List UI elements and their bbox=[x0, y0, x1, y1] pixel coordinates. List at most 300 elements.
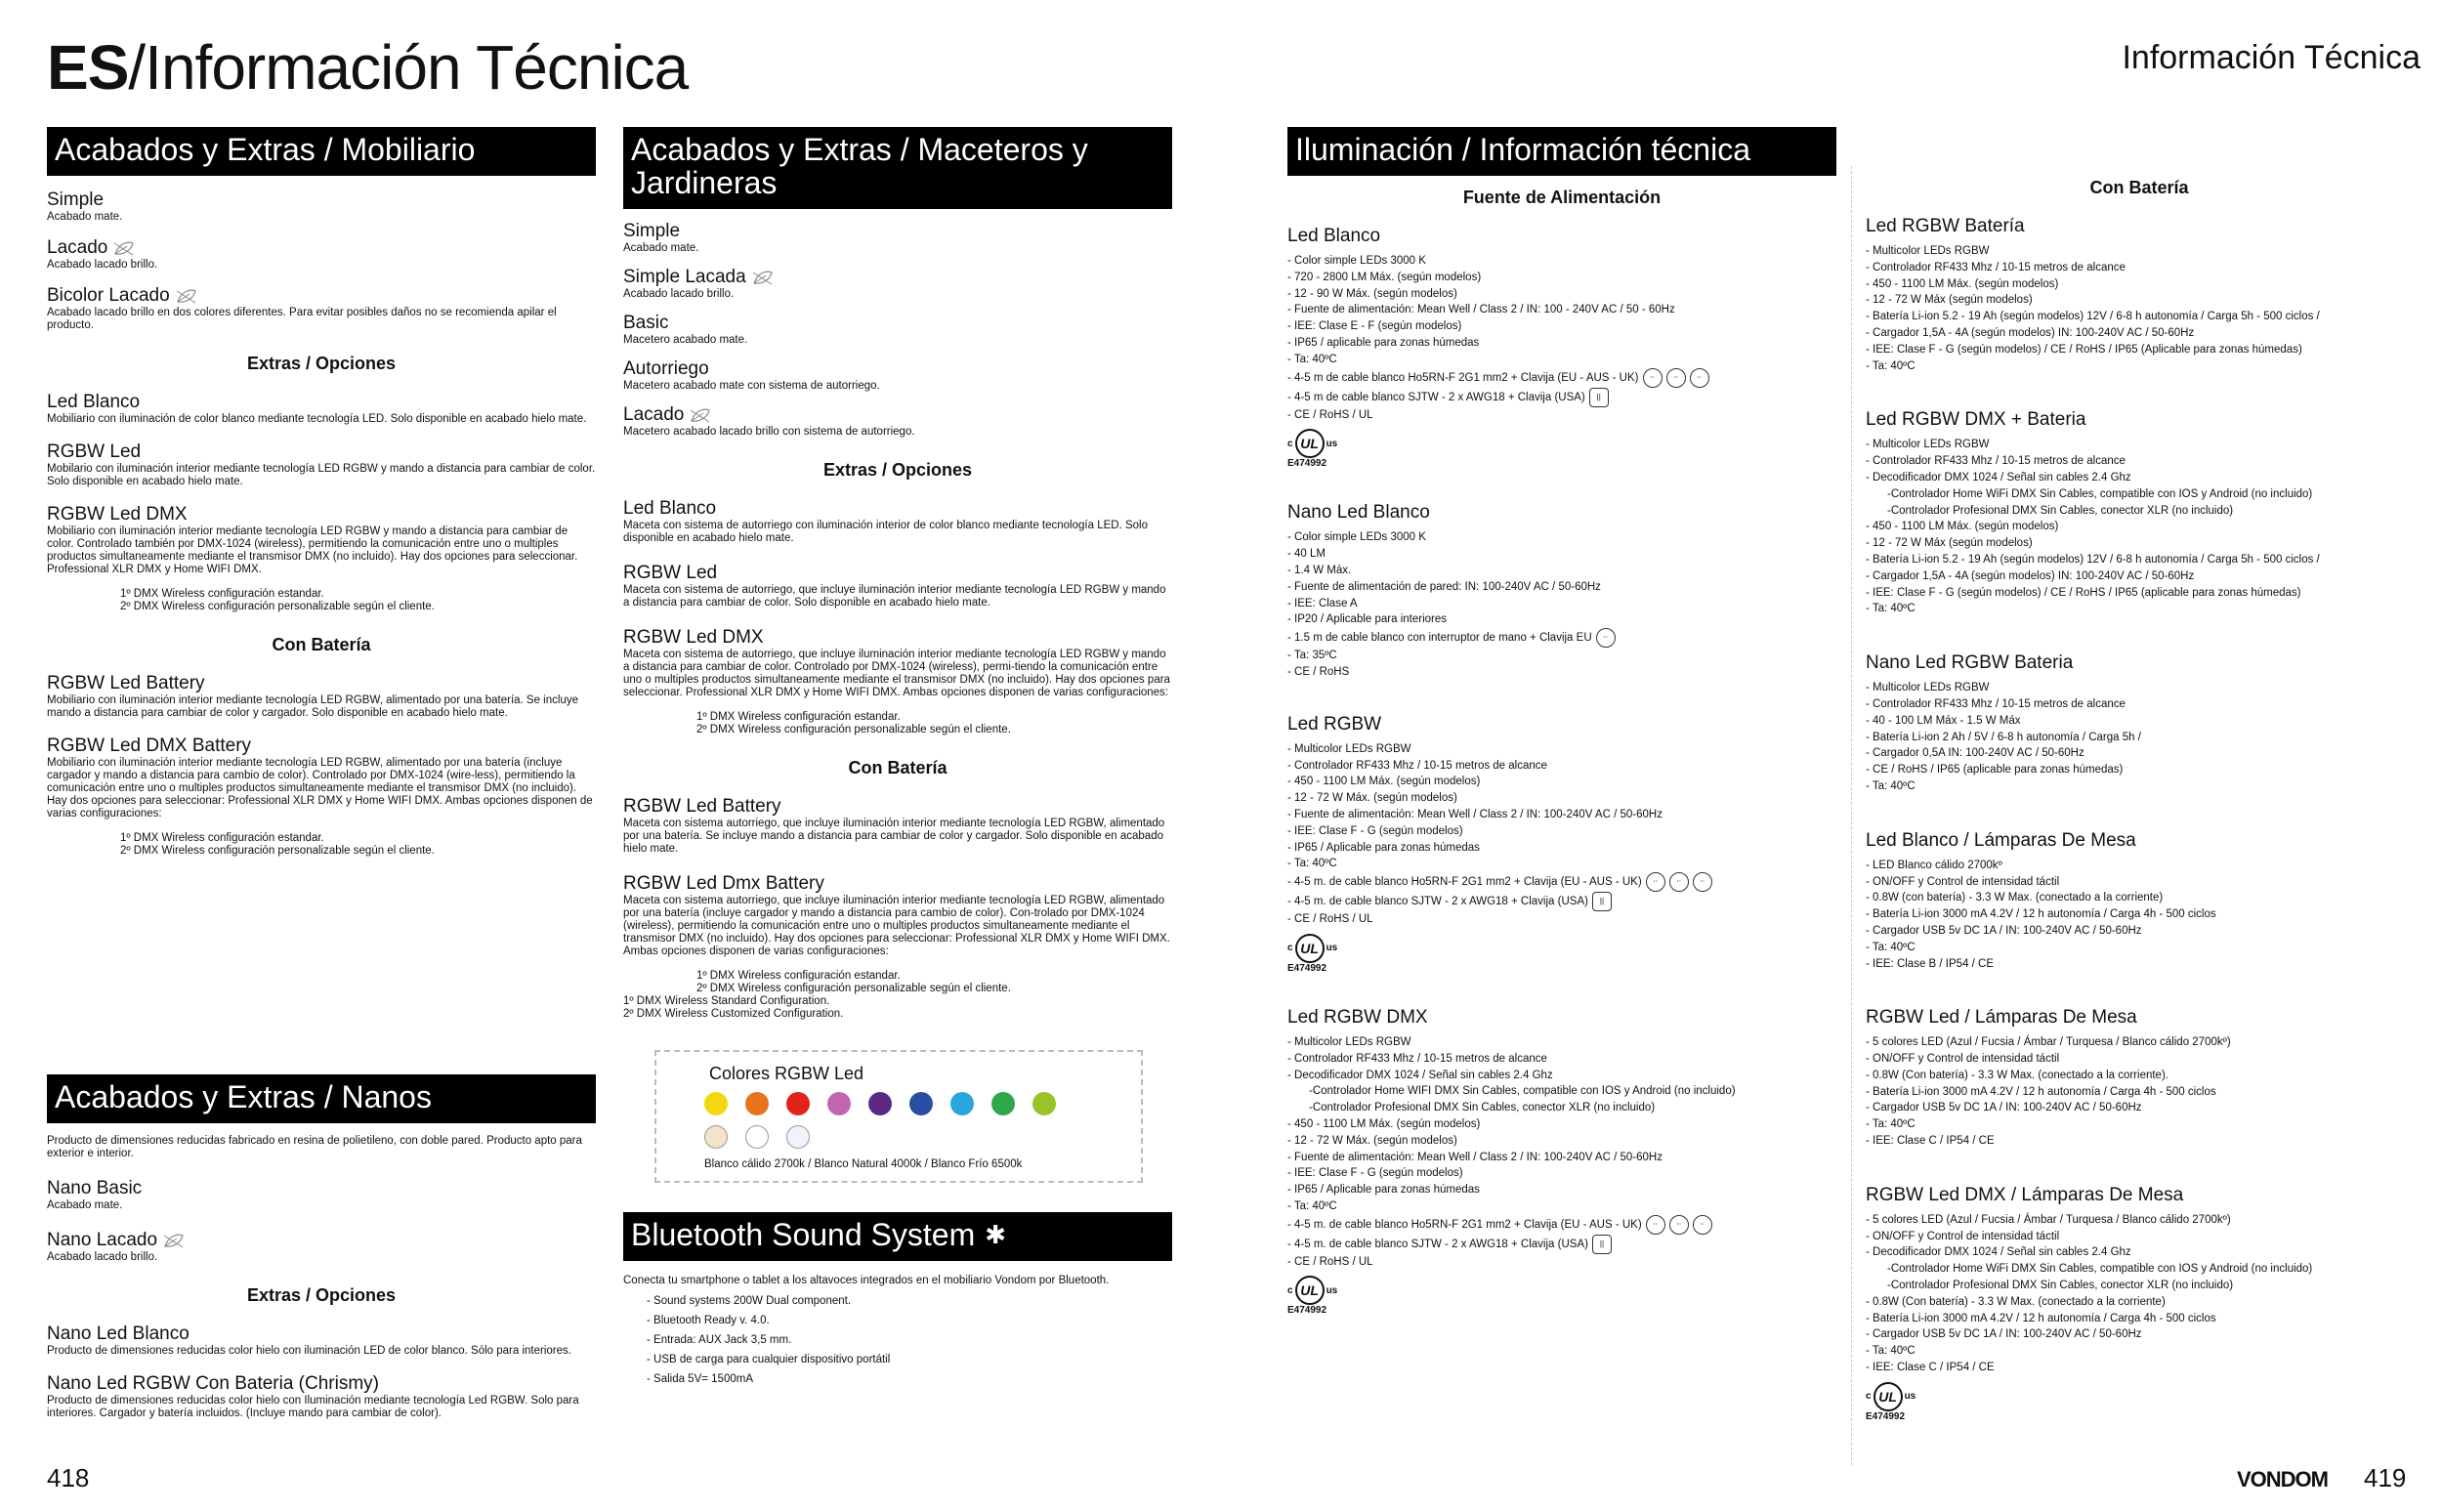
item-description: Mobiliario con iluminación interior mediante tecnología LED RGBW, alimentado por una batería (incluye cargador y mando a distancia para cambio de color). Controlado por DMX-1024 (wire-less), permitiendo la comunicación entre uno o multiples productos simultaneamente mediante el transmisor DMX (no incluido). Hay dos opciones para seleccionar: Professional XLR DMX y Home WIFI DMX. Ambas opciones disponen de varias configuraciones: bbox=[47, 757, 593, 819]
spec-line bbox=[1866, 325, 2413, 342]
item-title bbox=[47, 1178, 596, 1199]
spec-line bbox=[1866, 874, 2413, 891]
item-title bbox=[47, 504, 596, 525]
spec-line bbox=[1287, 1133, 1836, 1150]
spec-text: - 4-5 m. de cable blanco SJTW - 2 x AWG18 + Clavija (USA) bbox=[1287, 1238, 1588, 1250]
spec-text: - 4-5 m. de cable blanco Ho5RN-F 2G1 mm2 + Clavija (EU - AUS - UK) bbox=[1287, 1218, 1642, 1231]
note-line: 2º DMX Wireless configuración personalizable según el cliente. bbox=[696, 983, 1011, 994]
color-swatch bbox=[704, 1092, 728, 1115]
spec-text: - 4-5 m de cable blanco SJTW - 2 x AWG18 + Clavija (USA) bbox=[1287, 391, 1585, 403]
section-header-mobiliario: Acabados y Extras / Mobiliario bbox=[47, 127, 596, 176]
spec-list bbox=[1866, 1034, 2413, 1150]
list-item bbox=[47, 1230, 596, 1264]
list-item bbox=[623, 221, 1172, 255]
spec-list bbox=[1287, 529, 1836, 680]
item-name: Simple Lacada bbox=[623, 267, 746, 287]
spec-line bbox=[1287, 546, 1836, 563]
spec-line bbox=[1287, 648, 1836, 664]
spec-text: - Ta: 40ºC bbox=[1866, 1345, 1916, 1358]
spec-line bbox=[1866, 1116, 2413, 1133]
item-notes bbox=[47, 832, 596, 858]
spec-line bbox=[1866, 1051, 2413, 1068]
bluetooth-spec: - USB de carga para cualquier dispositivo portátil bbox=[647, 1354, 891, 1365]
item-notes bbox=[47, 588, 596, 613]
note-line: 1º DMX Wireless configuración estandar. bbox=[696, 711, 901, 723]
section-header-maceteros: Acabados y Extras / Maceteros y Jardineras bbox=[623, 127, 1172, 209]
spec-block bbox=[1287, 1007, 1836, 1317]
spec-title: Led RGBW Batería bbox=[1866, 216, 2025, 236]
spec-line bbox=[1866, 243, 2413, 260]
page-number-right: 419 bbox=[2364, 1463, 2407, 1492]
item-description: Maceta con sistema autorriego, que incluye iluminación interior mediante tecnología LED RGBW, alimentado por una batería. Se incluye mando a distancia para cambiar de color y cargador. Solo disponible en acabado hielo mate. bbox=[623, 818, 1165, 855]
item-description: Producto de dimensiones reducidas color hielo con iluminación LED de color blanco. Sólo para interiores. bbox=[47, 1345, 571, 1357]
item-name: Led Blanco bbox=[47, 392, 141, 412]
spec-text: - Multicolor LEDs RGBW bbox=[1866, 245, 1990, 257]
spec-text: - Decodificador DMX 1024 / Señal sin cables 2.4 Ghz bbox=[1866, 471, 2131, 483]
item-name: RGBW Led Battery bbox=[623, 796, 781, 817]
spec-list bbox=[1866, 1212, 2413, 1376]
spec-line bbox=[1866, 1100, 2413, 1116]
spec-text: - 450 - 1100 LM Máx. (según modelos) bbox=[1866, 521, 2059, 533]
spec-line bbox=[1287, 872, 1836, 892]
spec-line bbox=[1287, 1051, 1836, 1068]
spec-text: - Fuente de alimentación: Mean Well / Class 2 / IN: 100-240V AC / 50-60Hz bbox=[1287, 808, 1663, 820]
spec-line bbox=[1287, 774, 1836, 790]
item-title bbox=[47, 237, 596, 259]
spec-title: Led RGBW DMX + Bateria bbox=[1866, 409, 2086, 431]
spec-text: - 40 LM bbox=[1287, 548, 1326, 561]
ul-code: E474992 bbox=[1866, 1410, 1906, 1422]
subheading-nanos-extras: Extras / Opciones bbox=[246, 1285, 397, 1305]
spec-text: - 12 - 72 W Máx. (según modelos) bbox=[1287, 1134, 1457, 1147]
list-item bbox=[623, 563, 1172, 609]
item-description: Acabado mate. bbox=[623, 242, 699, 254]
spec-line bbox=[1287, 664, 1836, 681]
white-swatch bbox=[745, 1125, 769, 1149]
spec-text: - 1.5 m de cable blanco con interruptor de mano + Clavija EU bbox=[1287, 632, 1592, 645]
color-swatch bbox=[745, 1092, 769, 1115]
spec-block bbox=[1866, 830, 2413, 973]
item-name: RGBW Led DMX bbox=[623, 627, 764, 648]
spec-text: - Ta: 40ºC bbox=[1866, 779, 1916, 792]
item-title bbox=[623, 563, 1172, 584]
item-name: RGBW Led bbox=[623, 563, 718, 583]
spec-text: - Ta: 40ºC bbox=[1287, 858, 1337, 870]
list-item bbox=[47, 237, 596, 272]
item-title bbox=[47, 441, 596, 463]
list-item bbox=[47, 392, 596, 426]
item-description: Mobiliario con iluminación de color blanco mediante tecnología LED. Solo disponible en acabado hielo mate. bbox=[47, 413, 587, 425]
spec-text: - Multicolor LEDs RGBW bbox=[1866, 439, 1990, 451]
spec-text: -Controlador Profesional DMX Sin Cables, conector XLR (no incluido) bbox=[1309, 1102, 1656, 1114]
spec-line bbox=[1866, 696, 2413, 713]
item-description: Macetero acabado mate. bbox=[623, 334, 748, 346]
spec-text: - Controlador RF433 Mhz / 10-15 metros de alcance bbox=[1287, 759, 1547, 772]
spec-line bbox=[1866, 906, 2413, 923]
item-notes-en bbox=[623, 995, 1172, 1021]
spec-list bbox=[1866, 243, 2413, 374]
spec-list bbox=[1866, 680, 2413, 795]
spec-text: - Multicolor LEDs RGBW bbox=[1866, 682, 1990, 694]
spec-line bbox=[1866, 342, 2413, 358]
list-item bbox=[47, 441, 596, 488]
spec-title: Led Blanco bbox=[1287, 226, 1381, 246]
spec-text: -Controlador Profesional DMX Sin Cables, conector XLR (no incluido) bbox=[1887, 504, 2234, 517]
spec-line bbox=[1866, 762, 2413, 778]
spec-line bbox=[1287, 911, 1836, 928]
spec-line bbox=[1866, 585, 2413, 602]
spec-line bbox=[1287, 318, 1836, 335]
brand-logo: VONDOM bbox=[2237, 1467, 2328, 1491]
spec-text: - 4-5 m de cable blanco Ho5RN-F 2G1 mm2 + Clavija (EU - AUS - UK) bbox=[1287, 371, 1639, 384]
bluetooth-spec: - Entrada: AUX Jack 3,5 mm. bbox=[647, 1334, 792, 1346]
spec-line bbox=[1287, 1235, 1836, 1254]
ul-code: E474992 bbox=[1287, 458, 1327, 470]
spec-text: - 12 - 90 W Máx. (según modelos) bbox=[1287, 287, 1457, 300]
color-swatch bbox=[950, 1092, 974, 1115]
spec-text: - Ta: 40ºC bbox=[1287, 353, 1337, 365]
spec-text: - Decodificador DMX 1024 / Señal sin cables 2.4 Ghz bbox=[1287, 1069, 1553, 1081]
item-description: Macetero acabado mate con sistema de autorriego. bbox=[623, 380, 880, 392]
section-header-bluetooth bbox=[623, 1212, 1172, 1261]
spec-line bbox=[1866, 552, 2413, 568]
spec-line bbox=[1287, 823, 1836, 840]
item-description: Acabado lacado brillo. bbox=[623, 288, 735, 300]
spec-line bbox=[1287, 1068, 1836, 1084]
spec-block bbox=[1866, 1007, 2413, 1150]
spec-line bbox=[1287, 1254, 1836, 1271]
spec-block bbox=[1287, 502, 1836, 680]
item-name: Simple bbox=[623, 221, 681, 241]
plug-uk-icon: ⋅⋅ bbox=[1693, 1215, 1712, 1235]
item-name: Bicolor Lacado bbox=[47, 285, 170, 306]
item-notes bbox=[623, 711, 1172, 736]
item-name: Nano Led RGBW Con Bateria (Chrismy) bbox=[47, 1373, 379, 1394]
list-item bbox=[47, 1323, 596, 1358]
spec-line bbox=[1866, 437, 2413, 453]
spec-line bbox=[1287, 270, 1836, 286]
item-notes bbox=[623, 970, 1172, 995]
item-name: RGBW Led Dmx Battery bbox=[623, 873, 824, 894]
spec-line bbox=[1866, 1084, 2413, 1101]
plug-uk-icon: ⋅⋅ bbox=[1690, 368, 1709, 388]
spec-line bbox=[1287, 1198, 1836, 1215]
note-line: 1º DMX Wireless configuración estandar. bbox=[120, 832, 324, 844]
list-item bbox=[623, 627, 1172, 736]
spec-line bbox=[1866, 1133, 2413, 1150]
spec-text: -Controlador Home WiFi DMX Sin Cables, compatible con IOS y Android (no incluido) bbox=[1887, 1263, 2313, 1276]
spec-text: - Multicolor LEDs RGBW bbox=[1287, 742, 1411, 755]
item-title bbox=[623, 267, 1172, 288]
spec-text: - Cargador USB 5v DC 1A / IN: 100-240V AC / 50-60Hz bbox=[1866, 1328, 2142, 1341]
item-title bbox=[47, 1323, 596, 1345]
color-swatch bbox=[909, 1092, 933, 1115]
spec-block bbox=[1287, 714, 1836, 974]
spec-line bbox=[1287, 628, 1836, 648]
list-item bbox=[623, 404, 1172, 439]
bluetooth-spec: - Sound systems 200W Dual component. bbox=[647, 1295, 852, 1307]
item-description: Mobiliario con iluminación interior mediante tecnología LED RGBW y mando a distancia para cambiar de color. Controlado también por DMX-1024 (wireless), permitiendo la comunicación entre uno o multiples productos simultaneamente mediante el transmisor DMX (no incluido). Hay dos opciones para seleccionar. Professional XLR DMX y Home WIFI DMX. bbox=[47, 525, 578, 575]
spec-line bbox=[1287, 1165, 1836, 1182]
item-description: Producto de dimensiones reducidas color hielo con Iluminación mediante tecnología Led RGBW. Solo para interiores. Cargador y batería incluidos. (Incluye mando para cambiar de color). bbox=[47, 1395, 579, 1419]
subheading-battery: Con Batería bbox=[272, 635, 371, 654]
note-line: 2º DMX Wireless configuración personalizable según el cliente. bbox=[120, 845, 435, 857]
item-description: Acabado lacado brillo. bbox=[47, 259, 158, 271]
spec-line bbox=[1287, 368, 1836, 388]
spec-text: - Ta: 40ºC bbox=[1866, 603, 1916, 615]
spec-text: - Color simple LEDs 3000 K bbox=[1287, 255, 1426, 267]
spec-line bbox=[1866, 1212, 2413, 1229]
list-item bbox=[623, 498, 1172, 545]
spec-text: - Cargador 1,5A - 4A (según modelos) IN: 100-240V AC / 50-60Hz bbox=[1866, 569, 2195, 582]
spec-block bbox=[1866, 216, 2413, 374]
list-item bbox=[623, 267, 1172, 301]
spec-list bbox=[1866, 437, 2413, 617]
spec-line bbox=[1287, 302, 1836, 318]
note-line: 1º DMX Wireless configuración estandar. bbox=[696, 970, 901, 982]
spec-title: Led Blanco / Lámparas De Mesa bbox=[1866, 829, 2136, 851]
bluetooth-icon: ✱ bbox=[985, 1220, 1007, 1249]
spec-block bbox=[1866, 409, 2413, 617]
page-title-right: Información Técnica bbox=[2122, 39, 2421, 76]
spec-line bbox=[1866, 1278, 2413, 1294]
spec-text: - IEE: Clase F - G (según modelos) bbox=[1287, 1167, 1463, 1180]
spec-text: - IEE: Clase F - G (según modelos) bbox=[1287, 824, 1463, 837]
spec-text: - Batería Li-ion 3000 mA 4.2V / 12 h autonomía / Carga 4h - 500 ciclos bbox=[1866, 1312, 2216, 1324]
ul-icon: UL bbox=[1295, 934, 1325, 963]
spec-text: - IP65 / aplicable para zonas húmedas bbox=[1287, 336, 1480, 349]
plug-icons bbox=[1642, 1219, 1712, 1231]
spec-line bbox=[1287, 1116, 1836, 1133]
item-description: Macetero acabado lacado brillo con sistema de autorriego. bbox=[623, 426, 915, 438]
ul-certification-logo: c UL us E474992 bbox=[1866, 1382, 2413, 1422]
spec-text: - Batería Li-ion 2 Ah / 5V / 6-8 h autonomía / Carga 5h / bbox=[1866, 731, 2141, 743]
item-description: Acabado mate. bbox=[47, 211, 123, 223]
eco-leaf-icon bbox=[163, 1233, 185, 1248]
item-title bbox=[623, 498, 1172, 520]
note-line: 1º DMX Wireless configuración estandar. bbox=[120, 588, 324, 600]
ul-code: E474992 bbox=[1287, 962, 1327, 974]
spec-line bbox=[1287, 596, 1836, 612]
plug-eu-icon: ⋅⋅ bbox=[1596, 628, 1616, 648]
spec-block bbox=[1866, 1185, 2413, 1422]
spec-text: - IEE: Clase B / IP54 / CE bbox=[1866, 957, 1995, 970]
plug-icons bbox=[1588, 896, 1612, 907]
plug-eu-icon: ⋅⋅ bbox=[1643, 368, 1663, 388]
item-title bbox=[623, 796, 1172, 818]
spec-line bbox=[1287, 407, 1836, 424]
spec-line bbox=[1866, 519, 2413, 535]
colors-title: Colores RGBW Led bbox=[709, 1064, 864, 1083]
spec-line bbox=[1866, 601, 2413, 617]
spec-line bbox=[1287, 741, 1836, 758]
spec-line bbox=[1287, 1182, 1836, 1198]
white-swatch bbox=[786, 1125, 810, 1149]
spec-text: - IEE: Clase C / IP54 / CE bbox=[1866, 1135, 1995, 1148]
item-title bbox=[47, 392, 596, 413]
spec-line bbox=[1866, 292, 2413, 309]
spec-text: - IP65 / Aplicable para zonas húmedas bbox=[1287, 841, 1480, 854]
spec-line bbox=[1866, 535, 2413, 552]
spec-text: -Controlador Profesional DMX Sin Cables, conector XLR (no incluido) bbox=[1887, 1280, 2234, 1292]
item-title bbox=[623, 358, 1172, 380]
plug-icons bbox=[1639, 372, 1709, 384]
list-item bbox=[623, 873, 1172, 1021]
spec-text: - 12 - 72 W Máx (según modelos) bbox=[1866, 537, 2033, 550]
spec-line bbox=[1866, 1244, 2413, 1261]
spec-line bbox=[1866, 1068, 2413, 1084]
spec-text: - 0.8W (Con batería) - 3.3 W Max. (conectado a la corriente) bbox=[1866, 1295, 2166, 1308]
item-name: Autorriego bbox=[623, 358, 709, 379]
note-line: 1º DMX Wireless Standard Configuration. bbox=[623, 995, 830, 1007]
spec-text: - Controlador RF433 Mhz / 10-15 metros de alcance bbox=[1866, 455, 2126, 468]
item-description: Acabado lacado brillo en dos colores diferentes. Para evitar posibles daños no se recomienda apilar el producto. bbox=[47, 307, 557, 331]
note-line: 2º DMX Wireless Customized Configuration. bbox=[623, 1008, 844, 1020]
white-swatch bbox=[704, 1125, 728, 1149]
plug-eu-icon: ⋅⋅ bbox=[1646, 1215, 1665, 1235]
spec-line bbox=[1287, 1100, 1836, 1116]
spec-line bbox=[1866, 309, 2413, 325]
spec-line bbox=[1866, 470, 2413, 486]
spec-text: - CE / RoHS / UL bbox=[1287, 1255, 1373, 1268]
spec-text: - IEE: Clase F - G (según modelos) / CE / RoHS / IP65 (Aplicable para zonas húmedas) bbox=[1866, 343, 2302, 356]
item-name: RGBW Led bbox=[47, 441, 142, 462]
list-item bbox=[47, 504, 596, 613]
column-mobiliario bbox=[47, 127, 596, 858]
spec-text: - Fuente de alimentación: Mean Well / Class 2 / IN: 100-240V AC / 50-60Hz bbox=[1287, 1151, 1663, 1163]
list-item bbox=[47, 285, 596, 332]
spec-text: - IEE: Clase C / IP54 / CE bbox=[1866, 1362, 1995, 1374]
spec-line bbox=[1866, 1311, 2413, 1327]
item-title bbox=[47, 673, 596, 694]
spec-text: - Controlador RF433 Mhz / 10-15 metros de alcance bbox=[1866, 697, 2126, 710]
spec-line bbox=[1866, 1343, 2413, 1360]
item-description: Acabado mate. bbox=[47, 1199, 123, 1211]
spec-line bbox=[1866, 1261, 2413, 1278]
color-swatch bbox=[827, 1092, 851, 1115]
spec-line bbox=[1287, 892, 1836, 911]
column-divider bbox=[1851, 166, 1852, 1465]
item-title bbox=[623, 873, 1172, 895]
spec-line bbox=[1866, 1326, 2413, 1343]
plug-icons bbox=[1588, 1239, 1612, 1250]
item-title bbox=[623, 404, 1172, 426]
spec-line bbox=[1287, 758, 1836, 775]
plug-eu-icon: ⋅⋅ bbox=[1646, 872, 1665, 892]
eco-leaf-icon bbox=[176, 288, 197, 304]
spec-text: - Batería Li-ion 3000 mA 4.2V / 12 h autonomía / Carga 4h - 500 ciclos bbox=[1866, 908, 2216, 921]
plug-icons bbox=[1642, 876, 1712, 888]
plug-uk-icon: ⋅⋅ bbox=[1693, 872, 1712, 892]
spec-text: - Fuente de alimentación: Mean Well / Class 2 / IN: 100 - 240V AC / 50 - 60Hz bbox=[1287, 304, 1675, 316]
item-name: Lacado bbox=[47, 237, 108, 258]
spec-text: - IEE: Clase A bbox=[1287, 597, 1358, 609]
ul-code: E474992 bbox=[1287, 1305, 1327, 1317]
ul-certification-logo: c UL us E474992 bbox=[1287, 429, 1836, 469]
item-title bbox=[47, 285, 596, 307]
ul-certification-logo: c UL us E474992 bbox=[1287, 1276, 1836, 1316]
spec-line bbox=[1866, 745, 2413, 762]
item-title bbox=[47, 1373, 596, 1395]
spec-line bbox=[1287, 1034, 1836, 1051]
spec-text: - 0.8W (Con batería) - 3.3 W Max. (conectado a la corriente). bbox=[1866, 1069, 2168, 1081]
item-name: Led Blanco bbox=[623, 498, 717, 519]
item-name: Lacado bbox=[623, 404, 685, 425]
spec-list bbox=[1287, 253, 1836, 423]
list-item bbox=[47, 673, 596, 720]
spec-text: - 450 - 1100 LM Máx. (según modelos) bbox=[1287, 1117, 1481, 1130]
item-name: Simple bbox=[47, 189, 105, 210]
spec-text: - Ta: 35ºC bbox=[1287, 650, 1337, 662]
plug-au-icon: ⋅⋅ bbox=[1669, 1215, 1689, 1235]
spec-line bbox=[1287, 1083, 1836, 1100]
spec-text: - Cargador USB 5v DC 1A / IN: 100-240V AC / 50-60Hz bbox=[1866, 924, 2142, 937]
spec-text: - Batería Li-ion 5.2 - 19 Ah (según modelos) 12V / 6-8 h autonomía / Carga 5h - 500 ciclos / bbox=[1866, 553, 2320, 566]
spec-line bbox=[1287, 352, 1836, 368]
spec-line bbox=[1866, 276, 2413, 293]
spec-line bbox=[1866, 940, 2413, 956]
spec-text: - Multicolor LEDs RGBW bbox=[1287, 1035, 1411, 1048]
color-swatch bbox=[868, 1092, 892, 1115]
spec-list bbox=[1287, 1034, 1836, 1271]
spec-line bbox=[1287, 563, 1836, 579]
bluetooth-intro: Conecta tu smartphone o tablet a los altavoces integrados en el mobiliario Vondom por Bluetooth. bbox=[623, 1275, 1110, 1286]
spec-text: - 1.4 W Máx. bbox=[1287, 564, 1352, 576]
spec-text: - Ta: 40ºC bbox=[1866, 941, 1916, 953]
item-name: Basic bbox=[623, 313, 669, 333]
spec-title: Nano Led Blanco bbox=[1287, 502, 1430, 524]
eco-leaf-icon bbox=[690, 407, 711, 423]
spec-line bbox=[1866, 1294, 2413, 1311]
list-item bbox=[623, 313, 1172, 347]
nanos-intro: Producto de dimensiones reducidas fabricado en resina de polietileno, con doble pared. Producto apto para exterior e interior. bbox=[47, 1135, 582, 1159]
page-title: ES/Información Técnica bbox=[47, 32, 689, 103]
item-title bbox=[47, 1230, 596, 1251]
plug-au-icon: ⋅⋅ bbox=[1666, 368, 1686, 388]
spec-text: - CE / RoHS / UL bbox=[1287, 408, 1373, 421]
spec-line bbox=[1866, 453, 2413, 470]
spec-line bbox=[1866, 680, 2413, 696]
spec-text: - LED Blanco cálido 2700kº bbox=[1866, 859, 2002, 871]
spec-title: Led RGBW bbox=[1287, 713, 1382, 735]
plug-icons bbox=[1585, 392, 1609, 403]
spec-line bbox=[1866, 890, 2413, 906]
spec-text: - ON/OFF y Control de intensidad táctil bbox=[1866, 1230, 2060, 1242]
spec-text: - IEE: Clase F - G (según modelos) / CE / RoHS / IP65 (aplicable para zonas húmedas) bbox=[1866, 586, 2301, 599]
ul-certification-logo: c UL us E474992 bbox=[1287, 934, 1836, 974]
section-header-iluminacion: Iluminación / Información técnica bbox=[1287, 127, 1836, 176]
item-title bbox=[47, 735, 596, 757]
spec-text: - IP20 / Aplicable para interiores bbox=[1287, 613, 1448, 626]
spec-text: - 40 - 100 LM Máx - 1.5 W Máx bbox=[1866, 714, 2021, 727]
item-description: Maceta con sistema de autorriego, que incluye iluminación interior mediante tecnología LED RGBW y mando a distancia para cambiar de color. Solo disponible en acabado hielo mate. bbox=[623, 584, 1166, 609]
plug-au-icon: ⋅⋅ bbox=[1669, 872, 1689, 892]
list-item bbox=[47, 1178, 596, 1212]
spec-line bbox=[1866, 956, 2413, 973]
eco-leaf-icon bbox=[752, 270, 774, 285]
list-item bbox=[47, 189, 596, 224]
spec-text: - 720 - 2800 LM Máx. (según modelos) bbox=[1287, 271, 1482, 283]
item-description: Mobilario con iluminación interior mediante tecnología LED RGBW y mando a distancia para cambiar de color. Solo disponible en acabado hielo mate. bbox=[47, 463, 596, 487]
spec-block bbox=[1866, 652, 2413, 795]
spec-line bbox=[1866, 778, 2413, 795]
rgbw-colors-box bbox=[654, 1050, 1143, 1183]
spec-text: -Controlador Home WIFI DMX Sin Cables, compatible con IOS y Android (no incluido) bbox=[1309, 1085, 1736, 1098]
column-bateria bbox=[1866, 164, 2413, 1428]
spec-text: - 4-5 m. de cable blanco Ho5RN-F 2G1 mm2 + Clavija (EU - AUS - UK) bbox=[1287, 876, 1642, 889]
eco-leaf-icon bbox=[113, 240, 135, 256]
plug-usa-icon: || bbox=[1592, 892, 1612, 911]
